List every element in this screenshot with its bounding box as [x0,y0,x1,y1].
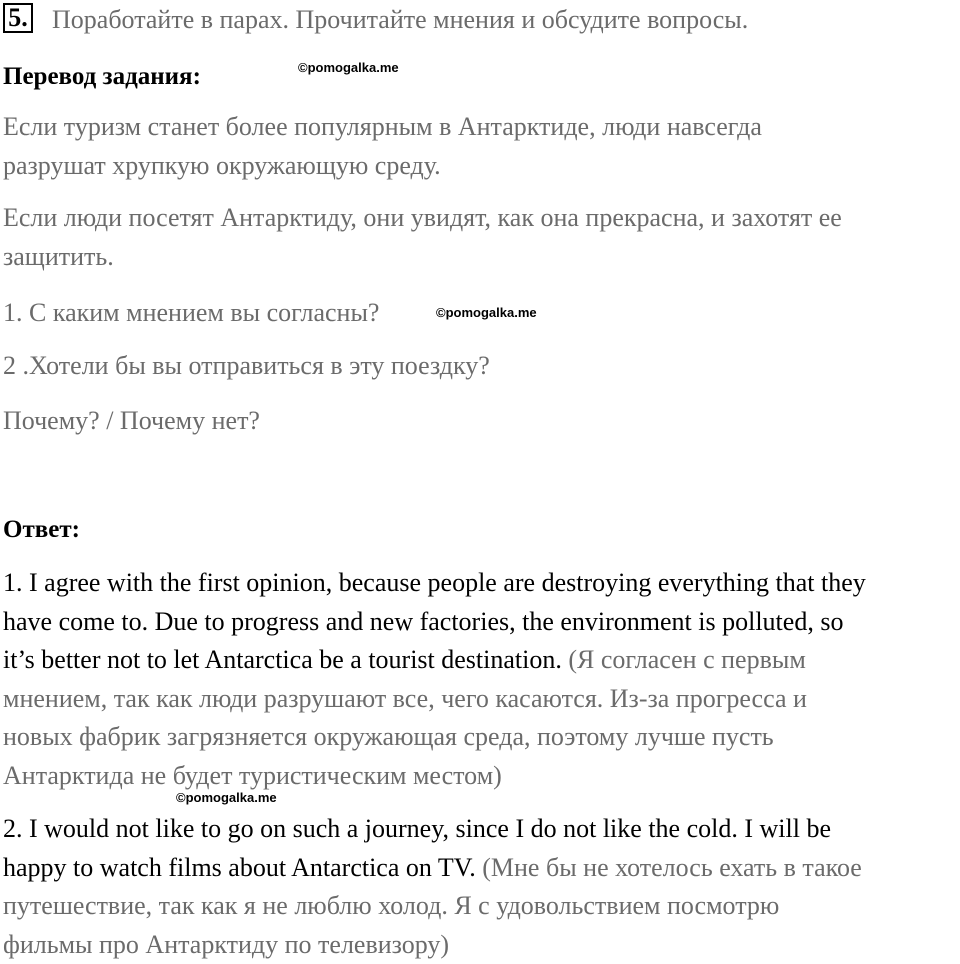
opinion-1-line: Если туризм станет более популярным в Антарктиде, люди навсегда [3,108,958,147]
answer-heading: Ответ: [3,515,80,545]
answer-1-russian-line: новых фабрик загрязняется окружающая среда, поэтому лучше пусть [3,718,958,757]
answer-2-russian: (Мне бы не хотелось ехать в такое [482,853,862,882]
answer-2-russian-line: фильмы про Антарктиду по телевизору) [3,926,958,964]
answer-2 [3,810,958,964]
answer-2-line [3,849,958,888]
answer-2-english: happy to watch films about Antarctica on TV. [3,853,476,882]
answer-1 [3,564,958,795]
answer-1-line: 1. I agree with the first opinion, because people are destroying everything that they [3,564,958,603]
opinion-2-line: Если люди посетят Антарктиду, они увидят, как она прекрасна, и захотят ее [3,199,958,238]
answer-2-line: 2. I would not like to go on such a journey, since I do not like the cold. I will be [3,810,958,849]
task-number-badge: 5. [3,3,33,33]
opinion-1-line: разрушат хрупкую окружающую среду. [3,147,958,186]
translation-heading: Перевод задания: [3,62,201,92]
task-instruction: Поработайте в парах. Прочитайте мнения и обсудите вопросы. [52,5,748,35]
question-1: 1. С каким мнением вы согласны? [3,294,379,332]
answer-1-line [3,641,958,680]
watermark: ©pomogalka.me [298,61,399,75]
answer-1-russian-line: Антарктида не будет туристическим местом) [3,757,958,796]
watermark: ©pomogalka.me [176,791,277,805]
opinion-2-line: защитить. [3,238,958,277]
opinion-1-translation [3,108,958,185]
question-2: 2 .Хотели бы вы отправиться в эту поездку? [3,347,490,385]
answer-2-russian-line: путешествие, так как я не люблю холод. Я с удовольствием посмотрю [3,887,958,926]
answer-1-russian-line: мнением, так как люди разрушают все, чего касаются. Из-за прогресса и [3,680,958,719]
answer-1-line: have come to. Due to progress and new factories, the environment is polluted, so [3,603,958,642]
question-3: Почему? / Почему нет? [3,402,260,440]
answer-1-english: it’s better not to let Antarctica be a tourist destination. [3,645,562,674]
watermark: ©pomogalka.me [436,306,537,320]
answer-1-russian: (Я согласен с первым [568,645,805,674]
opinion-2-translation [3,199,958,276]
